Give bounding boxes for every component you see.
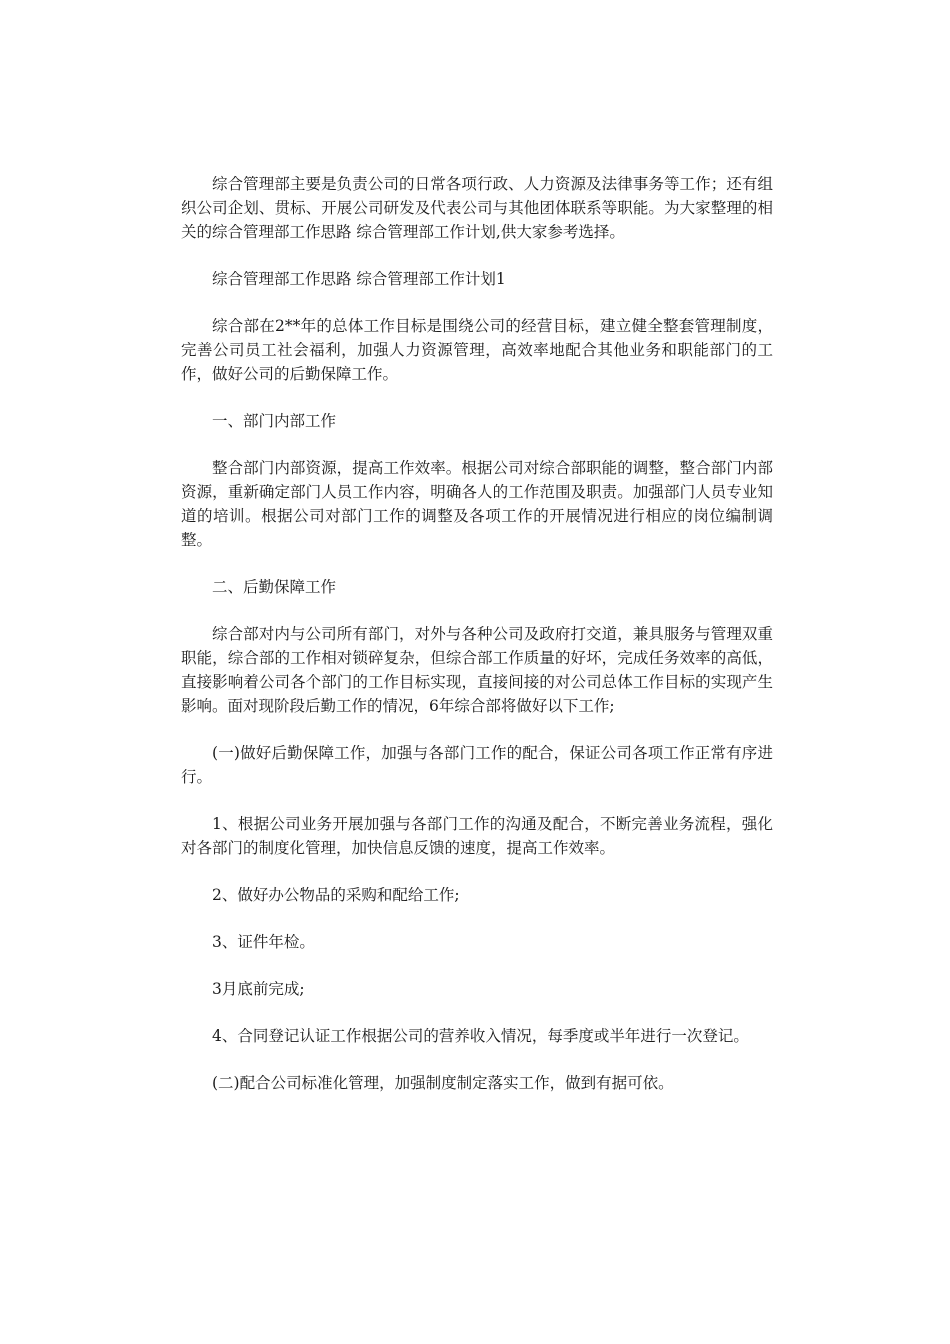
list-item-3: 3、证件年检。 — [212, 933, 315, 951]
subsection-heading-1: (一)做好后勤保障工作，加强与各部门工作的配合，保证公司各项工作正常有序进行。 — [181, 744, 773, 786]
intro-paragraph: 综合管理部主要是负责公司的日常各项行政、人力资源及法律事务等工作；还有组织公司企划、贯标、开展公司研发及代表公司与其他团体联系等职能。为大家整理的相关的综合管理部工作思路 综合管理部工作计划,供大家参考选择。 — [181, 175, 773, 241]
internal-work-paragraph: 整合部门内部资源，提高工作效率。根据公司对综合部职能的调整，整合部门内部资源，重新确定部门人员工作内容，明确各人的工作范围及职责。加强部门人员专业知道的培训。根据公司对部门工作的调整及各项工作的开展情况进行相应的岗位编制调整。 — [181, 459, 773, 549]
goal-paragraph: 综合部在2**年的总体工作目标是围绕公司的经营目标，建立健全整套管理制度，完善公司员工社会福利，加强人力资源管理，高效率地配合其他业务和职能部门的工作，做好公司的后勤保障工作。 — [181, 317, 773, 383]
plan-title: 综合管理部工作思路 综合管理部工作计划1 — [212, 270, 506, 288]
list-item-1: 1、根据公司业务开展加强与各部门工作的沟通及配合，不断完善业务流程，强化对各部门的制度化管理，加快信息反馈的速度，提高工作效率。 — [181, 815, 773, 857]
document-body — [181, 172, 773, 1118]
list-item-2: 2、做好办公物品的采购和配给工作; — [212, 886, 460, 904]
list-item-3-note: 3月底前完成; — [212, 980, 305, 998]
subsection-heading-2: (二)配合公司标准化管理，加强制度制定落实工作，做到有据可依。 — [212, 1074, 674, 1092]
list-item-4: 4、合同登记认证工作根据公司的营养收入情况，每季度或半年进行一次登记。 — [212, 1027, 749, 1045]
section-heading-logistics: 二、后勤保障工作 — [212, 578, 337, 596]
section-heading-internal-work: 一、部门内部工作 — [212, 412, 337, 430]
logistics-paragraph: 综合部对内与公司所有部门，对外与各种公司及政府打交道，兼具服务与管理双重职能，综合部的工作相对锁碎复杂，但综合部工作质量的好坏，完成任务效率的高低，直接影响着公司各个部门的工作目标实现，直接间接的对公司总体工作目标的实现产生影响。面对现阶段后勤工作的情况，6年综合部将做好以下工作; — [181, 625, 773, 715]
